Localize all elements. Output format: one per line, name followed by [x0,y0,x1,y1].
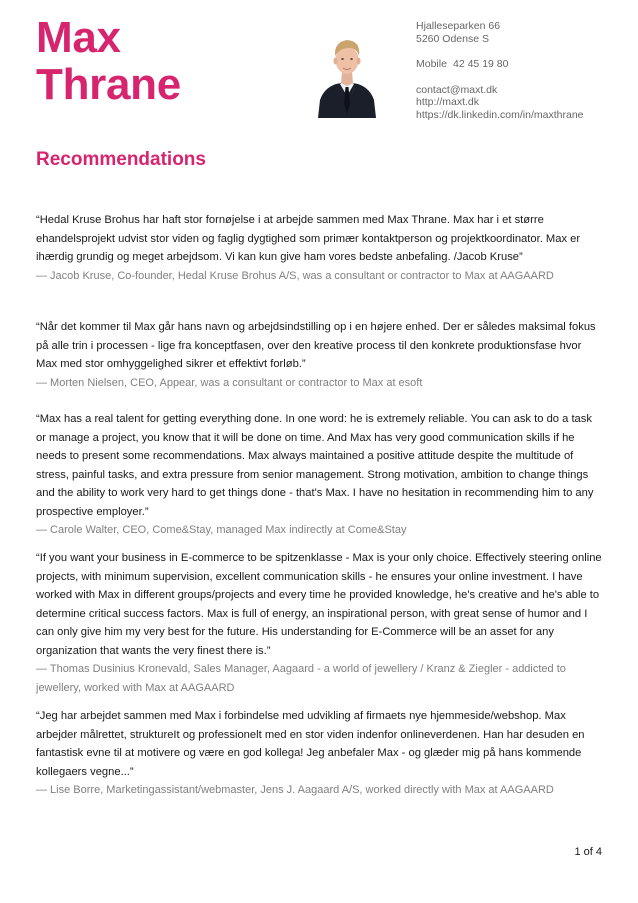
recommendation-attribution: — Morten Nielsen, CEO, Appear, was a consultant or contractor to Max at esoft [36,376,423,389]
recommendation-item [36,549,604,697]
last-name: Thrane [36,60,181,109]
recommendation-attribution: — Lise Borre, Marketingassistant/webmaster, Jens J. Aagaard A/S, worked directly with Max at AAGAARD [36,784,554,796]
recommendation-item [36,707,604,800]
recommendation-quote: “If you want your business in E-commerce to be spitzenklasse - Max is your only choice. Effectively steering online projects, with minimum supervision, excellent communication skills - he ensures your online investment. I have worked with Max in different groups/projects and every time he provided knowledge, he's creative and he's able to determine critical success factors. Max is full of energy, an inspirational person, with great sense of humor and I can only give him my very best for the future. His understanding for E-Commerce will be an asset for any organization that wants the very finest there is.” [36,552,602,657]
recommendation-attribution: — Carole Walter, CEO, Come&Stay, managed Max indirectly at Come&Stay [36,524,407,536]
person-name [36,14,181,108]
linkedin-link[interactable]: https://dk.linkedin.com/in/maxthrane [416,108,584,121]
email-link[interactable]: contact@maxt.dk [416,83,498,96]
address-city: 5260 Odense S [416,32,489,45]
contact-block [416,20,584,121]
first-name: Max [36,13,121,62]
portrait-photo [316,24,378,118]
recommendation-quote: “Hedal Kruse Brohus har haft stor fornøjelse i at arbejde sammen med Max Thrane. Max har i et større ehandelsprojekt udvist stor viden og faglig dygtighed som primær kontaktperson og projektkoordinator. Max er ihærdig grundig og meget arbejdsom. Vi kan kun give ham vores bedste anbefaling. /Jacob Kruse” [36,214,581,263]
recommendation-quote: “Max has a real talent for getting everything done. In one word: he is extremely reliable. You can ask to do a task or manage a project, you know that it will be done on time. And Max has very good communication skills if he needs to present some recommendations. Max always maintained a positive attitude despite the multitude of stress, painful tasks, and extra pressure from senior management. Strong motivation, ambition to change things and the ability to work very hard to get things done - that's Max. I have no hesitation in recommending him to any prospective employer.” [36,413,594,518]
mobile-label: Mobile [416,58,447,70]
recommendation-quote: “Jeg har arbejdet sammen med Max i forbindelse med udvikling af firmaets nye hjemmeside/webshop. Max arbejder målrettet, struktureIt og professionelt med en stor viden indenfor onlineverdenen. Han har desuden en fantastisk evne til at motivere og være en god kollega! Jeg anbefaler Max - og glæder mig på hans kommende kollegaers vegne...” [36,710,585,778]
recommendation-attribution: — Thomas Dusinius Kronevald, Sales Manager, Aagaard - a world of jewellery / Kranz & Ziegler - addicted to jewellery, worked with Max at AAGAARD [36,663,566,694]
recommendation-item [36,318,604,392]
mobile-row [416,58,584,71]
recommendation-item [36,410,604,540]
recommendation-quote: “Når det kommer til Max går hans navn og arbejdsindstilling op i en højere enhed. Der er således maksimal fokus på alle trin i processen - lige fra konceptfasen, over den kreative process til den konkrete produktionsfase hvor Max med stor omhyggelighed sikrer et effektivt forløb.” [36,321,596,370]
page-number: 1 of 4 [574,846,602,858]
section-title: Recommendations [36,149,206,170]
recommendation-item [36,211,604,285]
address-street: Hjalleseparken 66 [416,20,501,32]
mobile-number[interactable]: 42 45 19 80 [453,58,509,70]
website-link[interactable]: http://maxt.dk [416,96,480,108]
recommendation-attribution: — Jacob Kruse, Co-founder, Hedal Kruse Brohus A/S, was a consultant or contractor to Max at AAGAARD [36,269,554,282]
